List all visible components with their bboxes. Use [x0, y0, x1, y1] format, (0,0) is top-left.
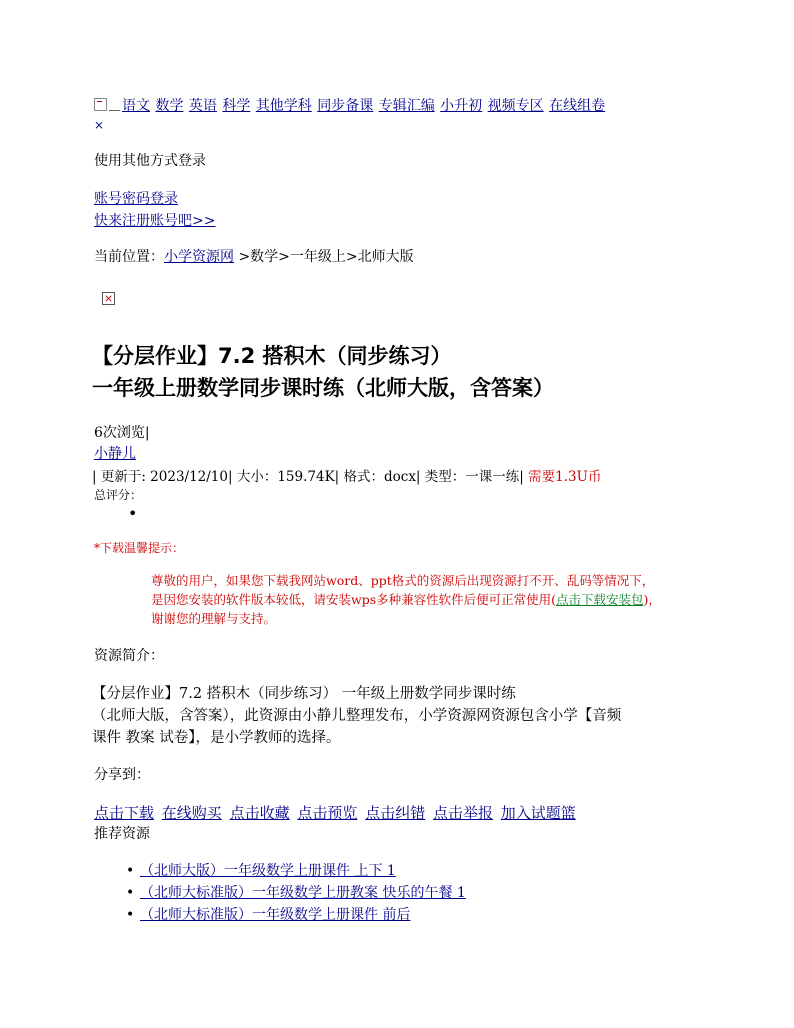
- intro-text: （北师大版，含答案），此资源由小静儿整理发布，小学资源网资源包含小学【音频: [92, 708, 622, 724]
- close-icon[interactable]: ×: [94, 118, 105, 132]
- download-tip-line: 尊敬的用户，如果您下载我网站word、ppt格式的资源后出现资源打不开、乱码等情况下，: [151, 573, 655, 588]
- recommend-list: [128, 860, 466, 926]
- page-subtitle: 一年级上册数学同步课时练（北师大版，含答案）: [92, 376, 554, 400]
- breadcrumb: [94, 246, 414, 266]
- add-to-basket-link[interactable]: 加入试题篮: [500, 804, 576, 822]
- breadcrumb-site-link[interactable]: 小学资源网: [164, 249, 234, 265]
- report-error-link[interactable]: 点击纠错: [365, 804, 426, 822]
- breadcrumb-prefix: 当前位置：: [94, 249, 164, 265]
- tip-text: )，: [643, 592, 661, 607]
- nav-item-other-subjects[interactable]: 其他学科: [255, 98, 312, 114]
- buy-online-link[interactable]: 在线购买: [161, 804, 222, 822]
- download-tip-title: *下载温馨提示：: [94, 541, 185, 555]
- intro-text: 【分层作业】7.2 搭积木（同步练习） 一年级上册数学同步课时练: [92, 686, 516, 702]
- download-installer-link[interactable]: 点击下载安装包: [556, 592, 644, 607]
- list-item: [128, 882, 466, 904]
- intro-label: 资源简介：: [94, 648, 164, 664]
- nav-item-collections[interactable]: 专辑汇编: [378, 98, 435, 114]
- recommend-label: 推荐资源: [94, 826, 150, 842]
- nav-item-chinese[interactable]: 语文: [122, 98, 150, 114]
- resource-meta: [92, 465, 601, 485]
- nav-item-math[interactable]: 数学: [155, 98, 184, 114]
- page-title: 【分层作业】7.2 搭积木（同步练习）: [92, 344, 452, 368]
- action-links: [94, 802, 579, 823]
- preview-link[interactable]: 点击预览: [297, 804, 358, 822]
- score-label: 总评分：: [94, 488, 143, 502]
- report-link[interactable]: 点击举报: [432, 804, 493, 822]
- author-link[interactable]: 小静儿: [94, 446, 136, 462]
- download-tip-line: [151, 590, 661, 608]
- favorite-link[interactable]: 点击收藏: [229, 804, 290, 822]
- list-item: [128, 860, 466, 882]
- nav-item-online-exam[interactable]: 在线组卷: [549, 98, 606, 114]
- broken-image-icon: [94, 98, 107, 111]
- download-link[interactable]: 点击下载: [94, 804, 155, 822]
- breadcrumb-path: >数学>一年级上>北师大版: [234, 249, 414, 265]
- recommend-link[interactable]: （北师大标准版）一年级数学上册教案 快乐的午餐 1: [140, 885, 466, 901]
- nav-item-science[interactable]: 科学: [222, 98, 251, 114]
- recommend-link[interactable]: （北师大版）一年级数学上册课件 上下 1: [140, 863, 396, 879]
- password-login-link[interactable]: 账号密码登录: [94, 191, 178, 207]
- view-count: 6次浏览|: [94, 425, 150, 441]
- meta-details: | 更新于: 2023/12/10| 大小：159.74K| 格式：docx| 类型：一课一练|: [92, 469, 529, 485]
- nav-item-sync-prep[interactable]: 同步备课: [317, 98, 374, 114]
- share-label: 分享到：: [94, 767, 150, 783]
- nav-item-middle-school[interactable]: 小升初: [440, 98, 483, 114]
- top-nav: [94, 95, 606, 115]
- register-link[interactable]: 快来注册账号吧>>: [94, 213, 216, 229]
- rating-bullet: •: [128, 504, 138, 523]
- intro-text: 课件 教案 试卷】，是小学教师的选择。: [92, 730, 341, 746]
- recommend-link[interactable]: （北师大标准版）一年级数学上册课件 前后: [140, 907, 411, 923]
- broken-image-icon: [109, 99, 120, 111]
- nav-item-video[interactable]: 视频专区: [487, 98, 544, 114]
- tip-text: 是因您安装的软件版本较低，请安装wps多种兼容性软件后便可正常使用(: [151, 592, 556, 607]
- list-item: [128, 904, 466, 926]
- download-tip-line: 谢谢您的理解与支持。: [151, 611, 277, 626]
- broken-image-icon: ×: [103, 292, 114, 305]
- nav-item-english[interactable]: 英语: [188, 98, 217, 114]
- price-label: 需要1.3U币: [528, 469, 602, 485]
- alt-login-label: 使用其他方式登录: [94, 153, 206, 169]
